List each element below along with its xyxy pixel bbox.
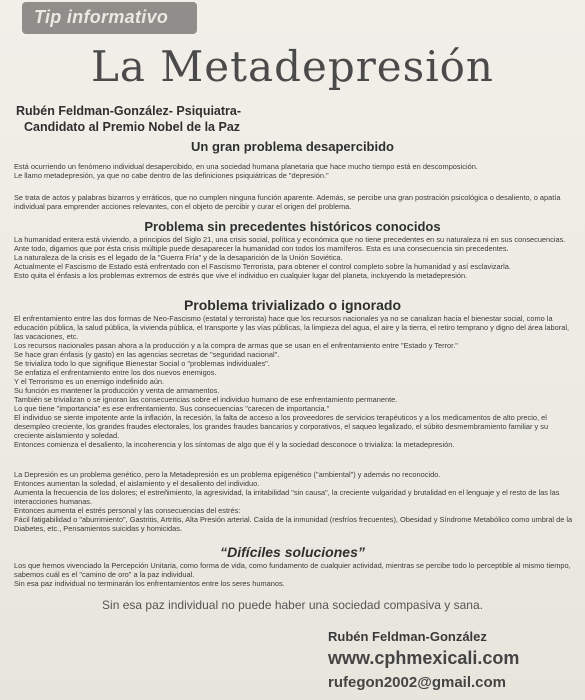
author-line: Rubén Feldman-González- Psiquiatra- [16,104,242,118]
author-subtitle: Candidato al Premio Nobel de la Paz [24,120,241,134]
section-tag-label: Tip informativo [34,7,169,27]
section-heading: “Difíciles soluciones” [220,544,365,560]
article-title: La Metadepresión [91,42,494,91]
section-heading: Problema trivializado o ignorado [183,297,402,313]
paragraph: Se trata de actos y palabras bizarros y erráticos, que no cumplen ninguna función aparente. Además, se percibe una gran postración psicológica o desaliento, o apatía individual para emprender acciones relevantes, con el objeto de percibir y curar el origen del problema. [14,193,561,211]
section-tag [22,2,197,34]
section-heading: Problema sin precedentes históricos conocidos [144,219,441,234]
website: www.cphmexicali.com [328,648,520,668]
section-heading: Un gran problema desapercibido [191,139,394,154]
paragraph: Está ocurriendo un fenómeno individual desapercibido, en una sociedad humana planetaria que hace mucho tiempo está en descomposición. Le llamo metadepresión, ya que no cabe dentro de las definiciones psiquiátricas de "depresión." [14,162,478,180]
paragraph: La Depresión es un problema genético, pero la Metadepresión es un problema epigenético ("ambiental") y además no reconocido. Entonces aumentan la soledad, el aislamiento y el desaliento del individuo. Aumenta la frecuencia de los dolores; el estreñimiento, la agresividad, la irritabilidad "sin causa", la creciente vulgaridad y brutalidad en el lenguaje y el resto de las las interacciones humanas. Entonces aumenta el estrés personal y las consecuencias del estrés: Fácil fatigabilidad o "aburrimiento", Gastritis, Artritis, Alta Presión arterial. Caída de la inmunidad (resfríos frecuentes), Obesidad y Síndrome Metabólico como umbral de la Diabetes, etc., Pensamientos suicidas y homicidas. [14,470,573,533]
paragraph: Los que hemos vivenciado la Percepción Unitaria, como forma de vida, como fundamento de cualquier actividad, mientras se percibe todo lo perceptible al mismo tiempo, sabemos cuál es el "camino de oro" a la paz individual. Sin esa paz individual no terminarán los enfrentamientos entre los seres humanos. [14,561,571,588]
email: rufegon2002@gmail.com [328,674,507,691]
paragraph: El enfrentamiento entre las dos formas de Neo-Fascismo (estatal y terrorista) hace que los recursos nacionales ya no se canalizan hacia el bienestar social, como la educación pública, la salud pública, la vivienda pública, el transporte y las vías públicas, la limpieza del agua, el aire y la tierra, el retiro temprano y digno del área laboral, las vacaciones, etc. Los recursos nacionales pasan ahora a la producción y a la compra de armas que se usan en el enfrentamiento entre "Estado y Terror." Se hace gran énfasis (y gasto) en las agencias secretas de "seguridad nacional". Se trivializa todo lo que signifique Bienestar Social o "problemas individuales". Se enfatiza el enfrentamiento entre los dos nuevos enemigos. Y el Terrorismo es un enemigo indefinido aún. Su función es mantener la producción y venta de armamentos. También se trivializan o se ignoran las consecuencias sobre el individuo humano de ese enfrentamiento permanente. Lo que tiene "importancia" es ese enfrentamiento. Sus consecuencias "carecen de importancia." El individuo se siente impotente ante la inflación, la recesión, la falta de acceso a los proveedores de servicios terapéuticos y a los medicamentos de alto precio, el desempleo creciente, los grandes fraudes electorales, los grandes fraudes bancarios y corporativos, el saqueo legalizado, el súbito desmembramiento familiar y su creciente aislamiento y soledad. Entonces comienza el desaliento, la incoherencia y los síntomas de algo que él y la sociedad desconoce o trivializa: la metadepresión. [14,314,570,449]
paragraph: La humanidad entera está viviendo, a principios del Siglo 21, una crisis social, política y económica que no tiene precedentes en su naturaleza ni en sus consecuencias. Ante todo, digamos que por ésta crisis múltiple puede desaparecer la humanidad con todos los mamíferos. Esta es una consecuencia sin precedentes. La naturaleza de la crisis es el legado de la "Guerra Fría" y de la desaparición de la Unión Soviética. Actualmente el Fascismo de Estado está enfrentado con el Fascismo Terrorista, para obtener el control completo sobre la humanidad y así esclavizarla. Esto quita el énfasis a los problemas extremos de estrés que vive el individuo en cualquier lugar del planeta, incluyendo la metadepresión. [14,235,566,280]
closing-line: Sin esa paz individual no puede haber una sociedad compasiva y sana. [102,598,483,612]
signature: Rubén Feldman-González [328,629,487,644]
